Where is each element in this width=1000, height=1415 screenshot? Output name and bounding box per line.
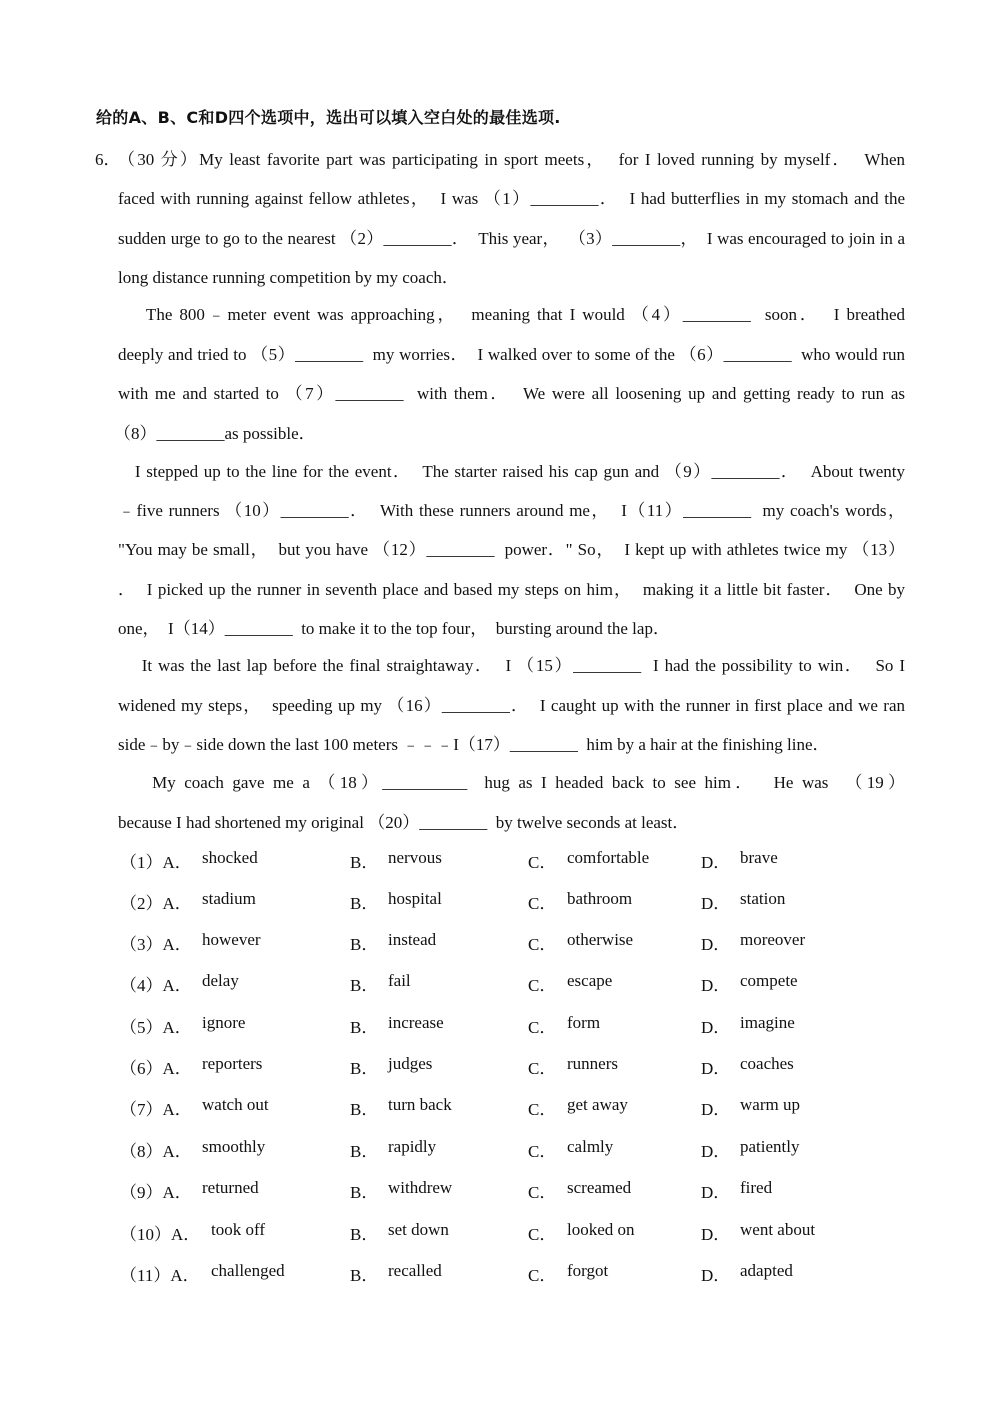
option-b[interactable]: hospital bbox=[388, 889, 442, 908]
option-letter-d: D． bbox=[701, 1018, 731, 1037]
option-letter-d: D． bbox=[701, 935, 731, 954]
option-letter-b: B． bbox=[350, 1059, 379, 1078]
option-letter-c: C． bbox=[528, 1142, 557, 1161]
option-a[interactable]: ignore bbox=[202, 1013, 246, 1032]
option-a[interactable]: reporters bbox=[202, 1054, 263, 1073]
option-d[interactable]: moreover bbox=[740, 930, 806, 949]
option-c[interactable]: get away bbox=[567, 1095, 628, 1114]
option-letter-d: D． bbox=[701, 894, 731, 913]
question-number: 6． bbox=[95, 150, 121, 169]
passage-line: because I had shortened my original （20）________ by twelve seconds at least． bbox=[118, 813, 690, 832]
passage-line: sudden urge to go to the nearest （2）________． This year， （3）________， I was encouraged to join in a bbox=[118, 229, 905, 248]
passage-line: widened my steps， speeding up my （16）________． I caught up with the runner in first place and we ran bbox=[118, 696, 905, 715]
option-letter-c: C． bbox=[528, 1018, 557, 1037]
option-letter-c: C． bbox=[528, 894, 557, 913]
passage-line: with me and started to （7）________ with them． We were all loosening up and getting ready to run as bbox=[118, 384, 905, 403]
option-c[interactable]: screamed bbox=[567, 1178, 632, 1197]
option-letter-d: D． bbox=[701, 1142, 731, 1161]
passage-line: faced with running against fellow athletes， I was （1）________． I had butterflies in my stomach and the bbox=[118, 189, 905, 208]
option-a[interactable]: smoothly bbox=[202, 1137, 266, 1156]
option-d[interactable]: fired bbox=[740, 1178, 773, 1197]
option-d[interactable]: went about bbox=[740, 1220, 816, 1239]
option-b[interactable]: increase bbox=[388, 1013, 444, 1032]
option-row bbox=[0, 1013, 1000, 1037]
option-number: （7）A． bbox=[120, 1100, 192, 1119]
option-row bbox=[0, 1054, 1000, 1078]
option-a[interactable]: watch out bbox=[202, 1095, 269, 1114]
option-b[interactable]: recalled bbox=[388, 1261, 442, 1280]
passage-line: My coach gave me a （18）__________ hug as I headed back to see him． He was （19） bbox=[118, 773, 905, 792]
option-a[interactable]: shocked bbox=[202, 848, 258, 867]
option-c[interactable]: runners bbox=[567, 1054, 618, 1073]
passage-line: "You may be small， but you have （12）________ power．" So， I kept up with athletes twice my （13） bbox=[118, 540, 905, 559]
option-letter-c: C． bbox=[528, 1266, 557, 1285]
option-number: （3）A． bbox=[120, 935, 192, 954]
option-b[interactable]: rapidly bbox=[388, 1137, 437, 1156]
option-row bbox=[0, 1261, 1000, 1285]
option-a[interactable]: took off bbox=[211, 1220, 265, 1239]
passage-line: long distance running competition by my coach． bbox=[118, 268, 459, 287]
option-d[interactable]: imagine bbox=[740, 1013, 795, 1032]
option-letter-b: B． bbox=[350, 1183, 379, 1202]
option-number: （1）A． bbox=[120, 853, 192, 872]
option-letter-d: D． bbox=[701, 1100, 731, 1119]
passage-line: （30 分）My least favorite part was participating in sport meets， for I loved running by myself． When bbox=[118, 150, 905, 169]
option-letter-c: C． bbox=[528, 1225, 557, 1244]
option-d[interactable]: warm up bbox=[740, 1095, 800, 1114]
option-b[interactable]: instead bbox=[388, 930, 437, 949]
option-letter-b: B． bbox=[350, 1018, 379, 1037]
option-letter-d: D． bbox=[701, 1059, 731, 1078]
passage-line: ﹣five runners （10）________． With these runners around me， I（11）________ my coach's words， bbox=[118, 501, 905, 520]
option-row bbox=[0, 930, 1000, 954]
option-letter-d: D． bbox=[701, 1183, 731, 1202]
option-letter-d: D． bbox=[701, 1266, 731, 1285]
option-b[interactable]: withdrew bbox=[388, 1178, 453, 1197]
option-row bbox=[0, 1178, 1000, 1202]
option-d[interactable]: brave bbox=[740, 848, 778, 867]
option-a[interactable]: challenged bbox=[211, 1261, 285, 1280]
passage-line: side﹣by﹣side down the last 100 meters ﹣﹣﹣I（17）________ him by a hair at the finishing line． bbox=[118, 735, 830, 754]
option-c[interactable]: comfortable bbox=[567, 848, 650, 867]
option-letter-b: B． bbox=[350, 935, 379, 954]
option-letter-d: D． bbox=[701, 853, 731, 872]
option-letter-c: C． bbox=[528, 1183, 557, 1202]
passage-line: It was the last lap before the final straightaway． I （15）________ I had the possibility to win． So I bbox=[118, 656, 905, 675]
option-number: （10）A． bbox=[120, 1225, 201, 1244]
option-row bbox=[0, 848, 1000, 872]
option-c[interactable]: escape bbox=[567, 971, 613, 990]
passage-line: deeply and tried to （5）________ my worries． I walked over to some of the （6）________ who would run bbox=[118, 345, 905, 364]
option-letter-c: C． bbox=[528, 853, 557, 872]
option-a[interactable]: returned bbox=[202, 1178, 259, 1197]
option-a[interactable]: however bbox=[202, 930, 261, 949]
option-d[interactable]: patiently bbox=[740, 1137, 800, 1156]
option-c[interactable]: form bbox=[567, 1013, 601, 1032]
option-letter-b: B． bbox=[350, 853, 379, 872]
option-a[interactable]: delay bbox=[202, 971, 239, 990]
option-letter-c: C． bbox=[528, 1059, 557, 1078]
option-b[interactable]: judges bbox=[388, 1054, 433, 1073]
passage-line: I stepped up to the line for the event． The starter raised his cap gun and （9）________． About twenty bbox=[118, 462, 905, 481]
option-row bbox=[0, 1137, 1000, 1161]
option-number: （5）A． bbox=[120, 1018, 192, 1037]
option-letter-b: B． bbox=[350, 894, 379, 913]
option-d[interactable]: compete bbox=[740, 971, 798, 990]
option-number: （11）A． bbox=[120, 1266, 200, 1285]
option-a[interactable]: stadium bbox=[202, 889, 256, 908]
option-letter-c: C． bbox=[528, 976, 557, 995]
passage-line: The 800﹣meter event was approaching， meaning that I would （4）________ soon． I breathed bbox=[118, 305, 905, 324]
option-c[interactable]: otherwise bbox=[567, 930, 634, 949]
option-b[interactable]: nervous bbox=[388, 848, 442, 867]
passage-line: one， I（14）________ to make it to the top four， bursting around the lap． bbox=[118, 619, 670, 638]
option-b[interactable]: turn back bbox=[388, 1095, 452, 1114]
option-number: （6）A． bbox=[120, 1059, 192, 1078]
option-row bbox=[0, 889, 1000, 913]
option-c[interactable]: forgot bbox=[567, 1261, 609, 1280]
passage-line: （8）________as possible． bbox=[114, 424, 316, 443]
option-d[interactable]: adapted bbox=[740, 1261, 793, 1280]
option-letter-b: B． bbox=[350, 1225, 379, 1244]
option-c[interactable]: bathroom bbox=[567, 889, 633, 908]
option-letter-c: C． bbox=[528, 1100, 557, 1119]
option-number: （2）A． bbox=[120, 894, 192, 913]
passage-line: ． I picked up the runner in seventh place and based my steps on him， making it a little bit faster． One by bbox=[118, 580, 905, 599]
option-letter-d: D． bbox=[701, 976, 731, 995]
option-c[interactable]: calmly bbox=[567, 1137, 614, 1156]
option-b[interactable]: set down bbox=[388, 1220, 449, 1239]
option-letter-b: B． bbox=[350, 1142, 379, 1161]
option-d[interactable]: station bbox=[740, 889, 786, 908]
option-number: （9）A． bbox=[120, 1183, 192, 1202]
option-b[interactable]: fail bbox=[388, 971, 411, 990]
option-row bbox=[0, 1095, 1000, 1119]
option-letter-b: B． bbox=[350, 976, 379, 995]
option-d[interactable]: coaches bbox=[740, 1054, 794, 1073]
option-letter-b: B． bbox=[350, 1100, 379, 1119]
option-letter-b: B． bbox=[350, 1266, 379, 1285]
option-number: （4）A． bbox=[120, 976, 192, 995]
section-instruction: 给的A、B、C和D四个选项中，选出可以填入空白处的最佳选项. bbox=[96, 108, 561, 127]
option-letter-c: C． bbox=[528, 935, 557, 954]
option-row bbox=[0, 1220, 1000, 1244]
option-row bbox=[0, 971, 1000, 995]
option-letter-d: D． bbox=[701, 1225, 731, 1244]
option-c[interactable]: looked on bbox=[567, 1220, 635, 1239]
option-number: （8）A． bbox=[120, 1142, 192, 1161]
